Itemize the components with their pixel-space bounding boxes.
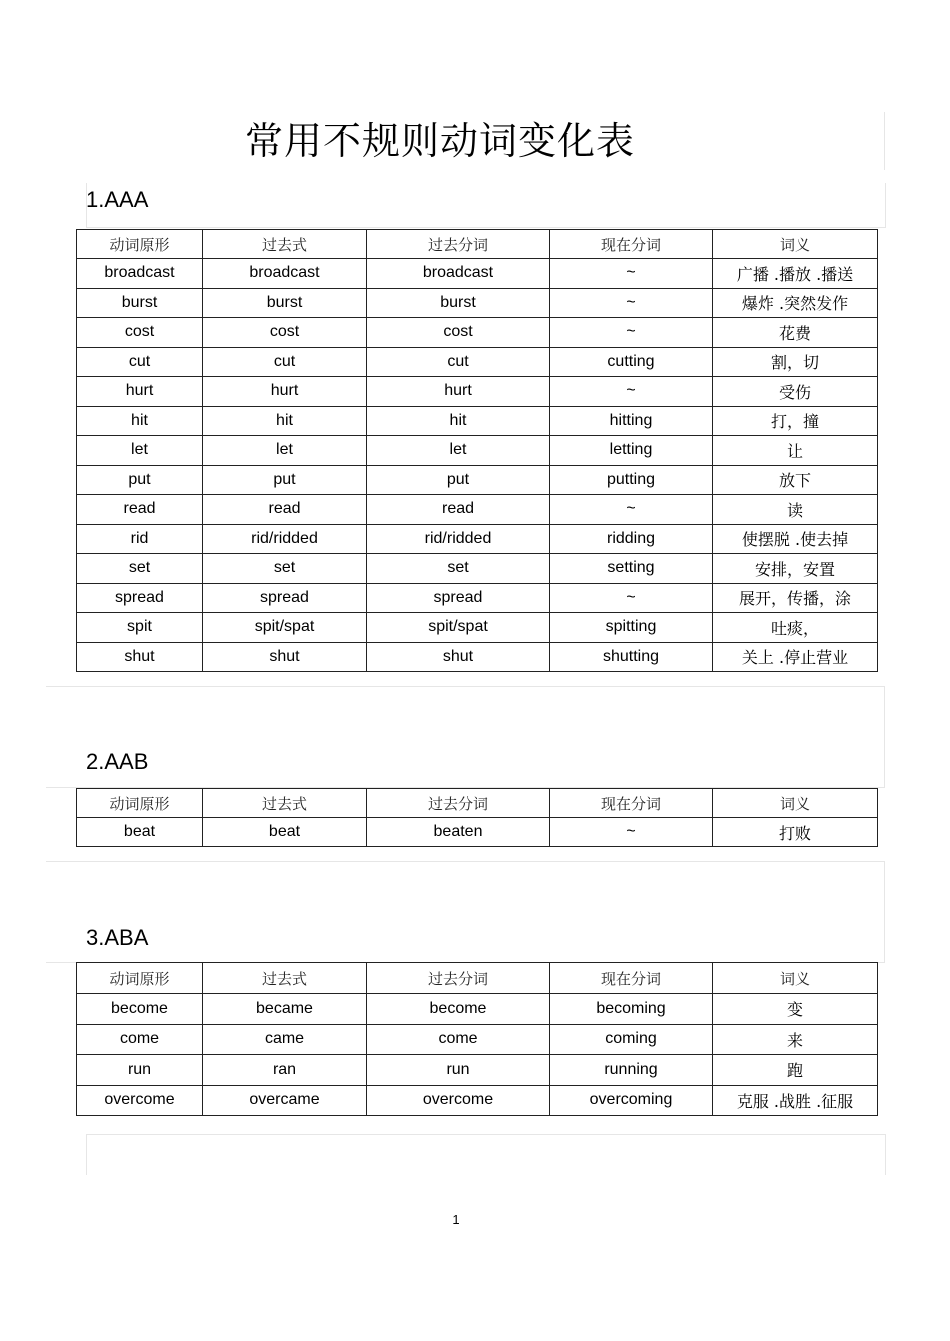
- header-past-participle: 过去分词: [367, 789, 550, 818]
- cell-past-tense: beat: [203, 818, 367, 847]
- frame-section-3: [46, 861, 885, 963]
- cell-base-form: burst: [77, 288, 203, 318]
- cell-base-form: cost: [77, 318, 203, 348]
- cell-base-form: read: [77, 495, 203, 525]
- table-row: [77, 994, 878, 1025]
- cell-past-tense: overcame: [203, 1085, 367, 1116]
- cell-past-tense: came: [203, 1024, 367, 1055]
- cell-meaning: 来: [713, 1024, 878, 1055]
- cell-present-participle: cutting: [550, 347, 713, 377]
- table-row: [77, 1055, 878, 1086]
- cell-present-participle: becoming: [550, 994, 713, 1025]
- cell-present-participle: ~: [550, 583, 713, 613]
- table-row: [77, 288, 878, 318]
- cell-past-participle: overcome: [367, 1085, 550, 1116]
- cell-present-participle: ~: [550, 818, 713, 847]
- cell-past-tense: set: [203, 554, 367, 584]
- header-present-participle: 现在分词: [550, 230, 713, 259]
- cell-past-tense: ran: [203, 1055, 367, 1086]
- section-label-aba: 3.ABA: [86, 925, 149, 950]
- cell-past-participle: cut: [367, 347, 550, 377]
- cell-meaning: 花费: [713, 318, 878, 348]
- frame-bottom: [86, 1134, 886, 1175]
- table-row: [77, 406, 878, 436]
- cell-past-tense: became: [203, 994, 367, 1025]
- cell-past-participle: hit: [367, 406, 550, 436]
- cell-base-form: hit: [77, 406, 203, 436]
- cell-past-tense: cut: [203, 347, 367, 377]
- table-row: [77, 465, 878, 495]
- verb-table-aaa: [76, 229, 878, 672]
- cell-past-participle: beaten: [367, 818, 550, 847]
- table-row: [77, 377, 878, 407]
- table-row: [77, 613, 878, 643]
- cell-past-participle: run: [367, 1055, 550, 1086]
- cell-meaning: 安排，安置: [713, 554, 878, 584]
- cell-meaning: 爆炸 .突然发作: [713, 288, 878, 318]
- header-past-tense: 过去式: [203, 963, 367, 994]
- cell-past-participle: broadcast: [367, 259, 550, 289]
- header-past-participle: 过去分词: [367, 230, 550, 259]
- header-present-participle: 现在分词: [550, 963, 713, 994]
- cell-past-tense: let: [203, 436, 367, 466]
- cell-past-participle: come: [367, 1024, 550, 1055]
- table-row: [77, 524, 878, 554]
- cell-past-participle: read: [367, 495, 550, 525]
- cell-past-participle: let: [367, 436, 550, 466]
- cell-past-tense: rid/ridded: [203, 524, 367, 554]
- cell-base-form: set: [77, 554, 203, 584]
- verb-table-aab: [76, 788, 878, 847]
- table-row: [77, 1085, 878, 1116]
- cell-past-tense: spit/spat: [203, 613, 367, 643]
- header-meaning: 词义: [713, 230, 878, 259]
- cell-meaning: 打，撞: [713, 406, 878, 436]
- cell-present-participle: setting: [550, 554, 713, 584]
- cell-present-participle: spitting: [550, 613, 713, 643]
- cell-past-tense: shut: [203, 642, 367, 672]
- header-base-form: 动词原形: [77, 963, 203, 994]
- cell-past-participle: spit/spat: [367, 613, 550, 643]
- cell-present-participle: putting: [550, 465, 713, 495]
- cell-base-form: shut: [77, 642, 203, 672]
- cell-meaning: 放下: [713, 465, 878, 495]
- cell-past-tense: hurt: [203, 377, 367, 407]
- cell-base-form: come: [77, 1024, 203, 1055]
- cell-present-participle: letting: [550, 436, 713, 466]
- cell-past-participle: cost: [367, 318, 550, 348]
- cell-past-participle: put: [367, 465, 550, 495]
- cell-meaning: 展开，传播，涂: [713, 583, 878, 613]
- header-base-form: 动词原形: [77, 230, 203, 259]
- cell-past-tense: burst: [203, 288, 367, 318]
- cell-meaning: 克服 .战胜 .征服: [713, 1085, 878, 1116]
- cell-past-tense: spread: [203, 583, 367, 613]
- cell-meaning: 让: [713, 436, 878, 466]
- verb-table-aba: [76, 962, 878, 1116]
- header-present-participle: 现在分词: [550, 789, 713, 818]
- cell-past-tense: read: [203, 495, 367, 525]
- table-row: [77, 642, 878, 672]
- cell-base-form: spread: [77, 583, 203, 613]
- cell-present-participle: ~: [550, 377, 713, 407]
- cell-present-participle: coming: [550, 1024, 713, 1055]
- frame-top: [884, 112, 886, 170]
- cell-meaning: 使摆脱 .使去掉: [713, 524, 878, 554]
- cell-base-form: run: [77, 1055, 203, 1086]
- cell-past-participle: rid/ridded: [367, 524, 550, 554]
- cell-base-form: become: [77, 994, 203, 1025]
- cell-meaning: 跑: [713, 1055, 878, 1086]
- cell-past-tense: put: [203, 465, 367, 495]
- cell-present-participle: shutting: [550, 642, 713, 672]
- section-label-aaa: 1.AAA: [86, 187, 149, 212]
- table-row: [77, 554, 878, 584]
- header-past-participle: 过去分词: [367, 963, 550, 994]
- table-row: [77, 583, 878, 613]
- cell-meaning: 关上 .停止营业: [713, 642, 878, 672]
- cell-past-participle: set: [367, 554, 550, 584]
- table-row: [77, 1024, 878, 1055]
- frame-section-2: [46, 686, 885, 788]
- table-header-row: [77, 230, 878, 259]
- cell-meaning: 广播 .播放 .播送: [713, 259, 878, 289]
- cell-past-participle: burst: [367, 288, 550, 318]
- cell-present-participle: ~: [550, 288, 713, 318]
- cell-base-form: cut: [77, 347, 203, 377]
- cell-base-form: beat: [77, 818, 203, 847]
- cell-meaning: 吐痰，: [713, 613, 878, 643]
- cell-base-form: broadcast: [77, 259, 203, 289]
- section-label-aab: 2.AAB: [86, 749, 149, 774]
- table-header-row: [77, 963, 878, 994]
- cell-past-tense: cost: [203, 318, 367, 348]
- table-row: [77, 436, 878, 466]
- cell-base-form: hurt: [77, 377, 203, 407]
- header-past-tense: 过去式: [203, 789, 367, 818]
- header-meaning: 词义: [713, 963, 878, 994]
- cell-past-tense: broadcast: [203, 259, 367, 289]
- header-past-tense: 过去式: [203, 230, 367, 259]
- cell-present-participle: ~: [550, 318, 713, 348]
- page-number: 1: [452, 1212, 460, 1227]
- cell-present-participle: ~: [550, 495, 713, 525]
- cell-base-form: let: [77, 436, 203, 466]
- cell-meaning: 变: [713, 994, 878, 1025]
- cell-present-participle: ridding: [550, 524, 713, 554]
- cell-base-form: rid: [77, 524, 203, 554]
- cell-meaning: 割，切: [713, 347, 878, 377]
- header-base-form: 动词原形: [77, 789, 203, 818]
- cell-past-participle: hurt: [367, 377, 550, 407]
- cell-past-tense: hit: [203, 406, 367, 436]
- table-row: [77, 347, 878, 377]
- cell-meaning: 受伤: [713, 377, 878, 407]
- cell-present-participle: ~: [550, 259, 713, 289]
- page-title: 常用不规则动词变化表: [244, 119, 635, 163]
- table-row: [77, 818, 878, 847]
- cell-past-participle: become: [367, 994, 550, 1025]
- cell-present-participle: overcoming: [550, 1085, 713, 1116]
- table-header-row: [77, 789, 878, 818]
- cell-base-form: overcome: [77, 1085, 203, 1116]
- table-row: [77, 259, 878, 289]
- cell-present-participle: hitting: [550, 406, 713, 436]
- cell-past-participle: spread: [367, 583, 550, 613]
- table-row: [77, 318, 878, 348]
- cell-present-participle: running: [550, 1055, 713, 1086]
- cell-meaning: 读: [713, 495, 878, 525]
- cell-base-form: spit: [77, 613, 203, 643]
- cell-meaning: 打败: [713, 818, 878, 847]
- table-row: [77, 495, 878, 525]
- cell-base-form: put: [77, 465, 203, 495]
- frame-section-1: [86, 183, 886, 228]
- header-meaning: 词义: [713, 789, 878, 818]
- cell-past-participle: shut: [367, 642, 550, 672]
